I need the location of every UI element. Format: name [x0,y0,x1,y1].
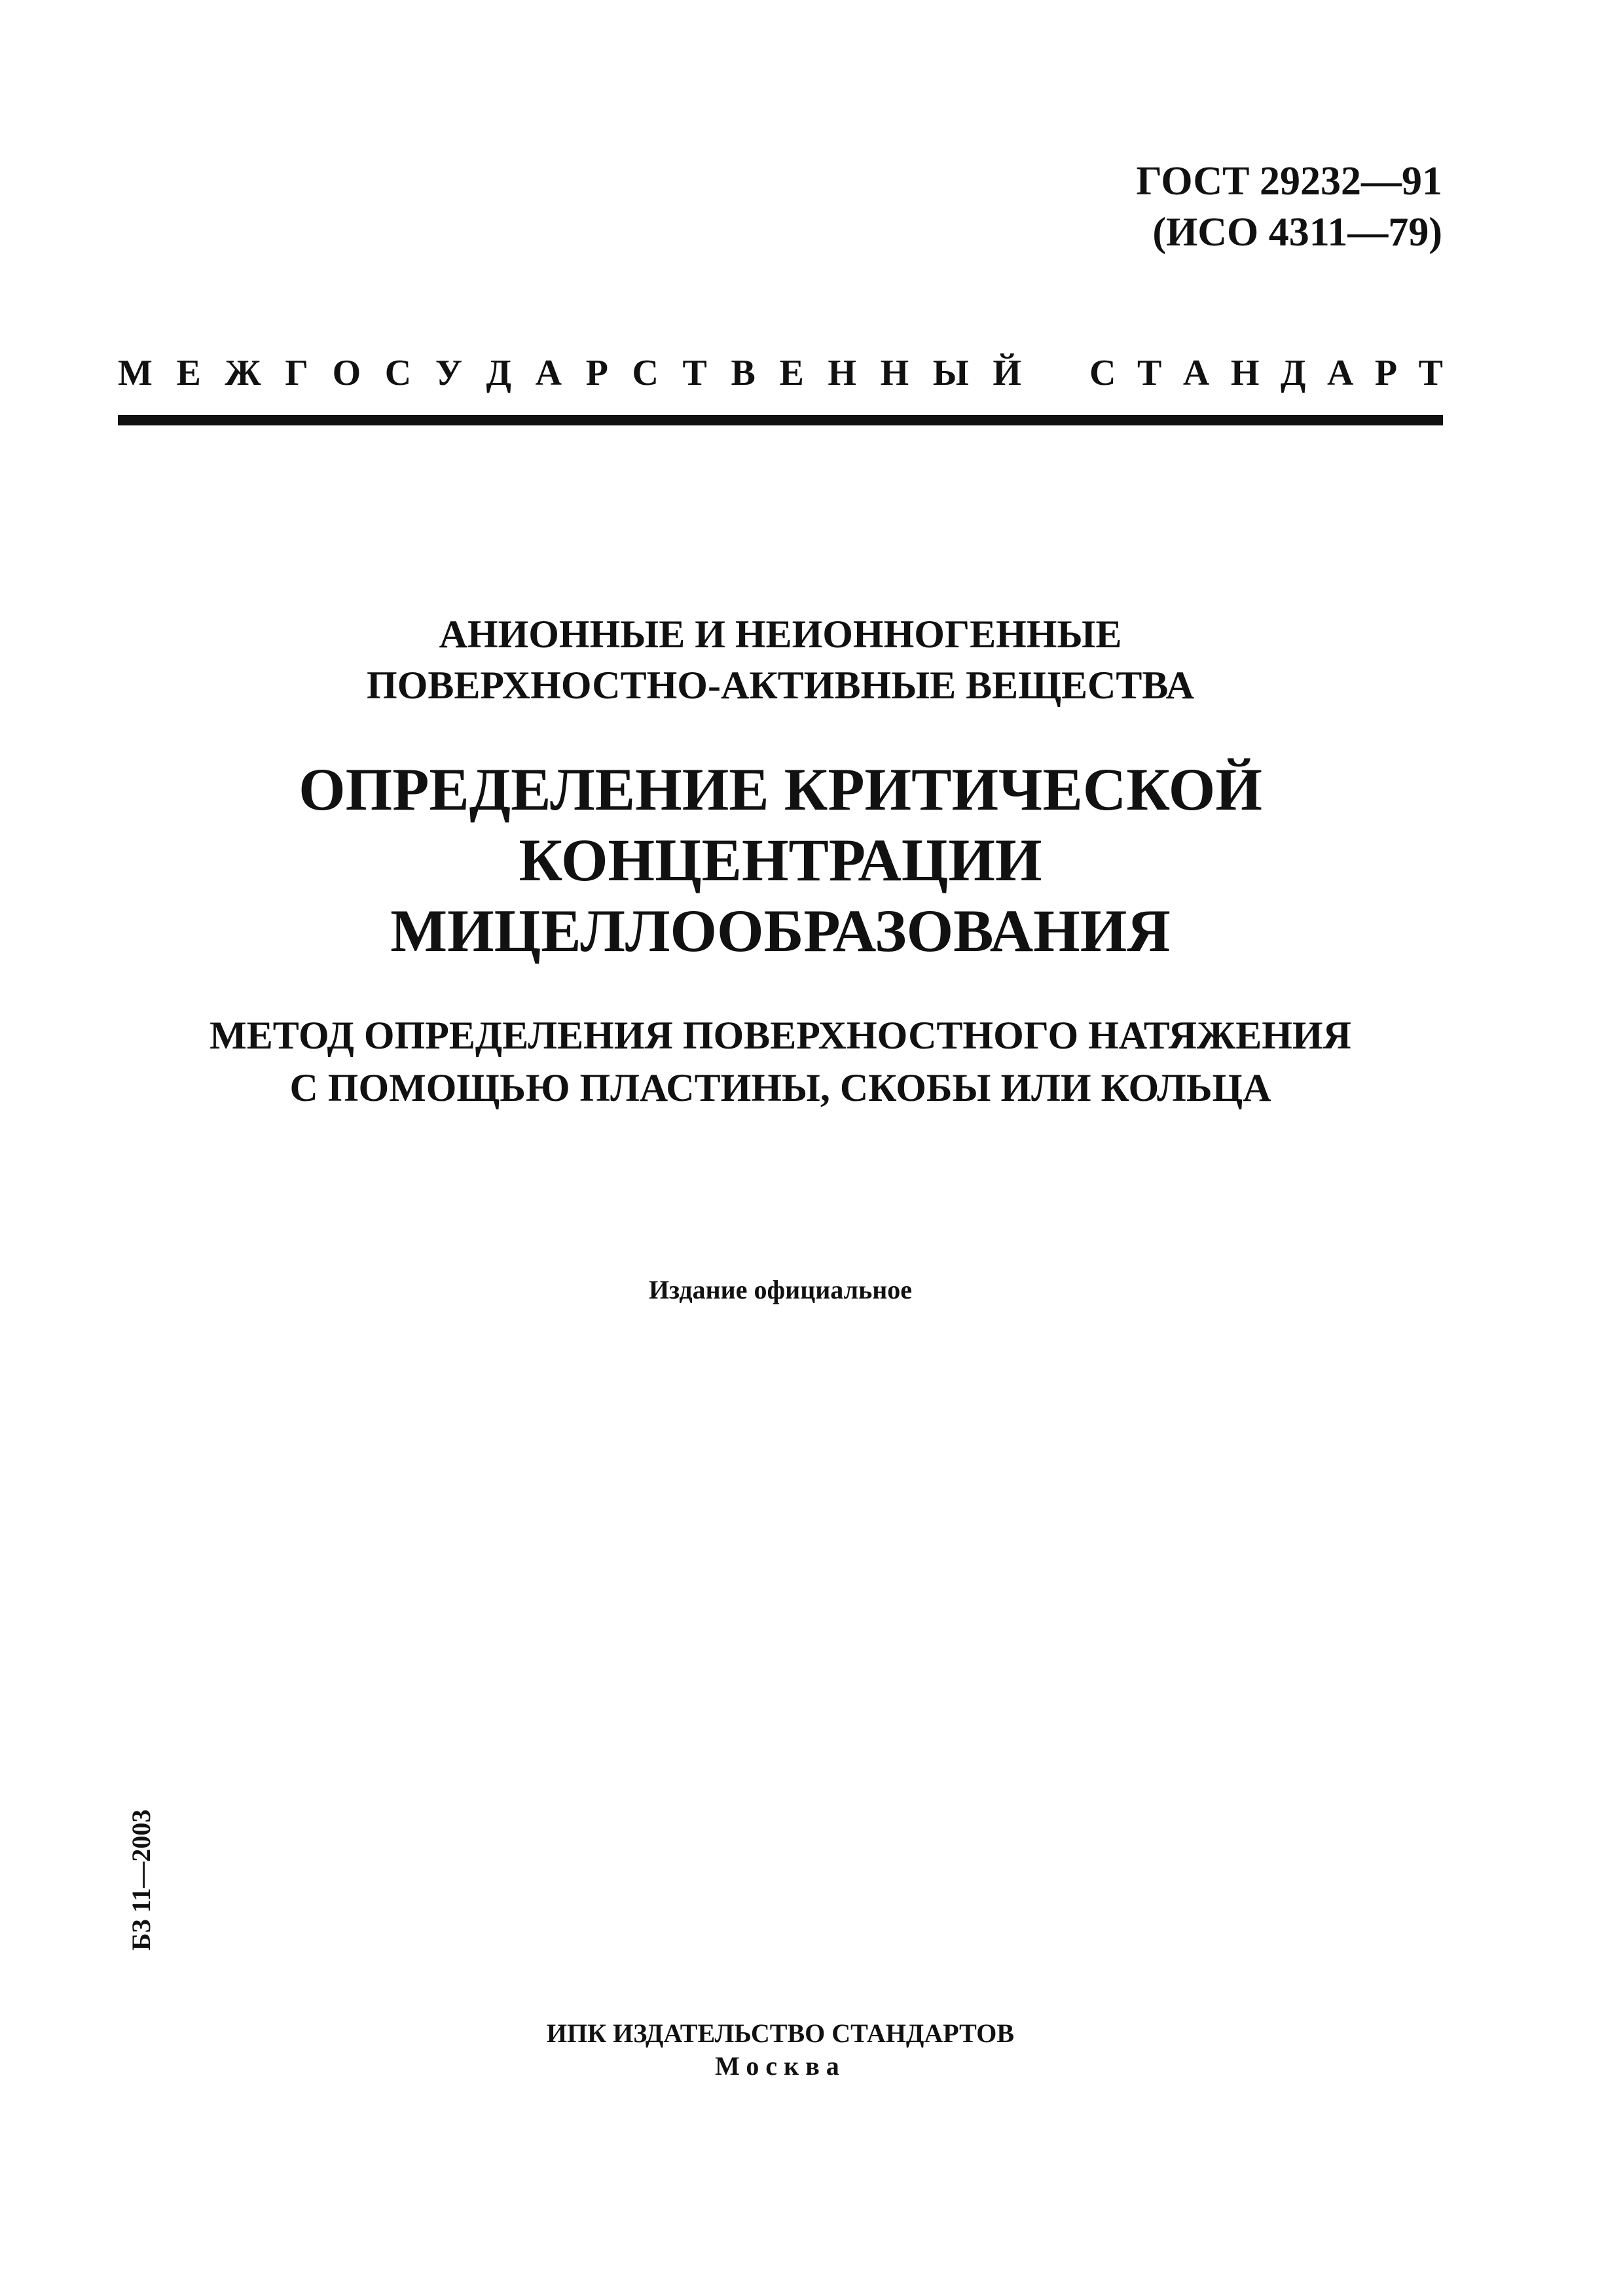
letter: С [632,353,659,393]
title-main [118,754,1443,966]
letter: У [435,353,462,393]
letter: Е [779,353,804,393]
publisher-city: Москва [715,2051,846,2081]
title-group [118,609,1443,711]
publisher-block [118,2017,1443,2083]
title-main-line: МИЦЕЛЛООБРАЗОВАНИЯ [390,897,1171,964]
standard-type-word-standard [1089,347,1443,399]
standard-type-word-interstate [118,347,1021,399]
title-block [118,609,1443,1114]
standard-designation [1136,156,1442,258]
title-method-line: С ПОМОЩЬЮ ПЛАСТИНЫ, СКОБЫ ИЛИ КОЛЬЦА [289,1066,1271,1109]
letter: Д [1280,353,1306,393]
title-main-line: КОНЦЕНТРАЦИИ [519,827,1042,893]
letter: Т [1137,353,1162,393]
gost-number: ГОСТ 29232—91 [1136,159,1442,204]
letter: Т [682,353,707,393]
letter: С [1089,353,1116,393]
side-code-label: БЗ 11—2003 [126,1809,156,1950]
title-group-line: ПОВЕРХНОСТНО-АКТИВНЫЕ ВЕЩЕСТВА [367,664,1194,707]
letter: Е [176,353,201,393]
letter: Ж [225,353,261,393]
edition-label: Издание официальное [648,1275,913,1304]
title-method-line: МЕТОД ОПРЕДЕЛЕНИЯ ПОВЕРХНОСТНОГО НАТЯЖЕНИЯ [210,1014,1351,1057]
title-main-line: ОПРЕДЕЛЕНИЕ КРИТИЧЕСКОЙ [299,756,1262,823]
letter: Ы [932,353,969,393]
letter: В [731,353,756,393]
letter: Р [585,353,608,393]
letter: М [118,353,153,393]
letter: Н [880,353,909,393]
letter: О [332,353,361,393]
letter: С [384,353,412,393]
letter: А [535,353,562,393]
letter: Т [1418,353,1443,393]
letter: А [1182,353,1210,393]
letter: Р [1374,353,1398,393]
title-group-line: АНИОННЫЕ И НЕИОННОГЕННЫЕ [439,613,1122,656]
letter: Й [993,353,1021,393]
letter: Н [828,353,856,393]
letter: Г [285,353,309,393]
letter: Н [1230,353,1260,393]
title-method [118,1009,1443,1114]
letter: А [1326,353,1354,393]
iso-number: (ИСО 4311—79) [1152,210,1442,255]
heading-rule [118,415,1443,425]
standard-type-heading [118,347,1443,399]
publisher-name: ИПК ИЗДАТЕЛЬСТВО СТАНДАРТОВ [546,2018,1015,2048]
letter: Д [486,353,512,393]
